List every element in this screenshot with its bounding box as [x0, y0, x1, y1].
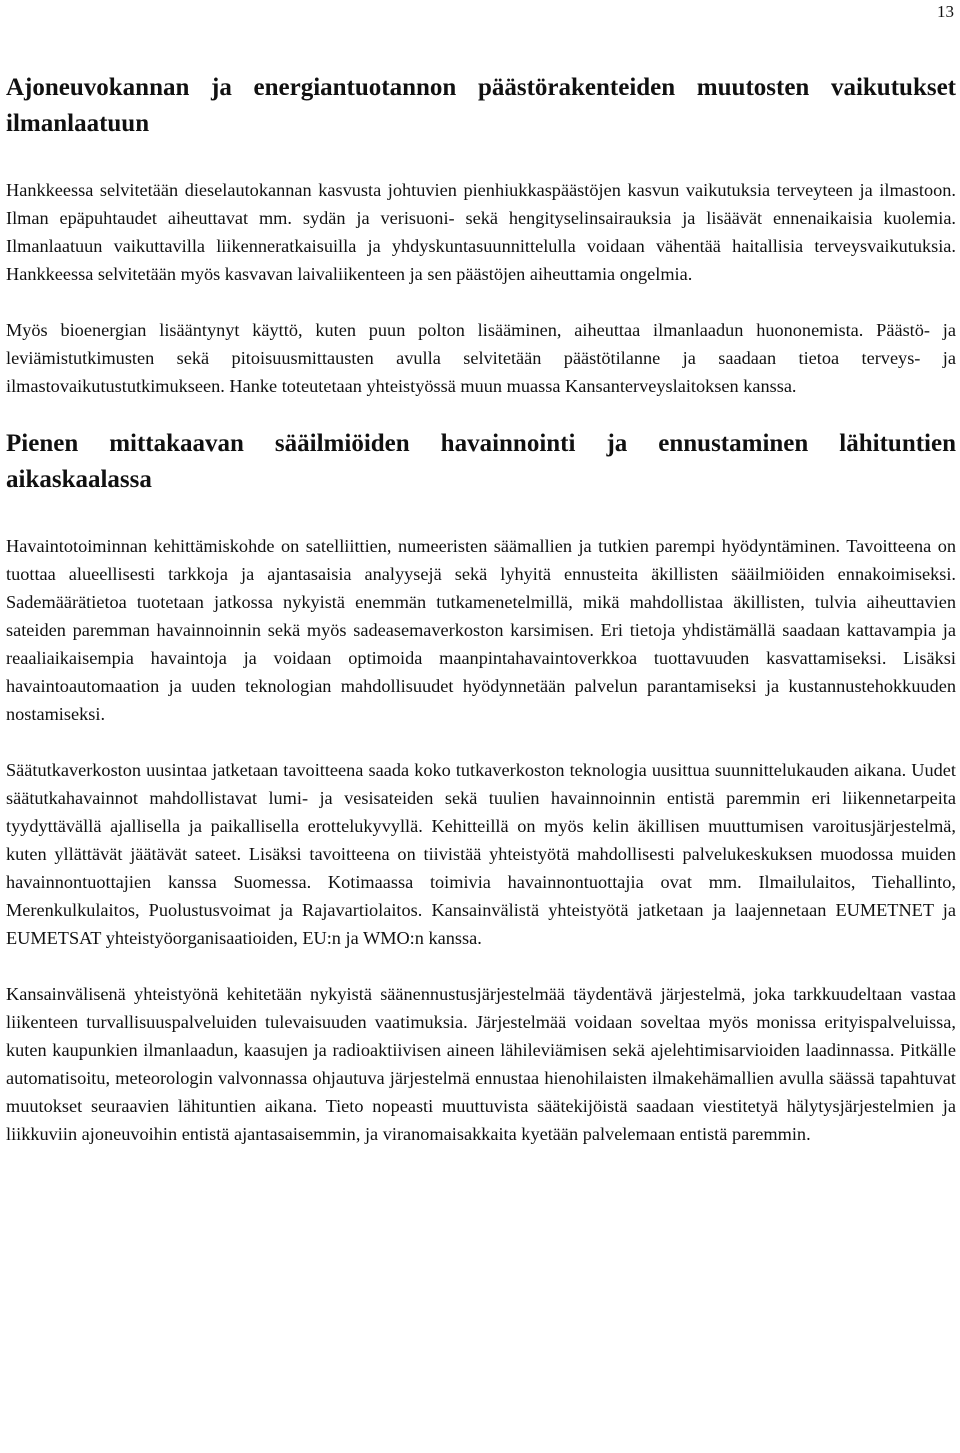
body-paragraph: Myös bioenergian lisääntynyt käyttö, kuten puun polton lisääminen, aiheuttaa ilmanlaadun huononemista. Päästö- ja leviämistutkimusten sekä pitoisuusmittausten avulla selvitetään päästötilanne ja saadaan tietoa terveys- ja ilmastovaikutustutkimukseen. Hanke toteutetaan yhteistyössä muun muassa Kansanterveyslaitoksen kanssa. — [6, 320, 956, 396]
document-body — [6, 70, 956, 1148]
section-heading: Pienen mittakaavan sääilmiöiden havainnointi ja ennustaminen lähituntien aikaskaalassa — [6, 430, 956, 493]
body-paragraph: Hankkeessa selvitetään dieselautokannan kasvusta johtuvien pienhiukkaspäästöjen kasvun vaikutuksia terveyteen ja ilmastoon. Ilman epäpuhtaudet aiheuttavat mm. sydän ja verisuoni- sekä hengityselinsairauksia ja lisäävät ennenaikaisia kuolemia. Ilmanlaatuun vaikuttavilla liikenneratkaisuilla ja yhdyskuntasuunnittelulla voidaan vähentää haitallisia terveysvaikutuksia. Hankkeessa selvitetään myös kasvavan laivaliikenteen ja sen päästöjen aiheuttamia ongelmia. — [6, 180, 956, 284]
body-paragraph: Kansainvälisenä yhteistyönä kehitetään nykyistä säänennustusjärjestelmää täydentävä järjestelmä, joka tarkkuudeltaan vastaa liikenteen turvallisuuspalveluiden tulevaisuuden vaatimuksia. Järjestelmää voidaan soveltaa myös monissa erityispalveluissa, kuten kaupunkien ilmanlaadun, kaasujen ja radioaktiivisen aineen lähileviämisen sekä ajelehtimisarvioiden laadinnassa. Pitkälle automatisoitu, meteorologin valvonnassa ohjautuva järjestelmä ennustaa hienohilaisten ilmakehämallien avulla säässä tapahtuvat muutokset seuraavien lähituntien aikana. Tieto nopeasti muuttuvista säätekijöistä saadaan viestitetyä hälytysjärjestelmien ja liikkuviin ajoneuvoihin entistä ajantasaisemmin, ja viranomaisakkaita kyetään palvelemaan entistä paremmin. — [6, 984, 956, 1144]
page-number: 13 — [937, 2, 954, 21]
section-weather-nowcasting — [6, 426, 956, 1148]
body-paragraph: Havaintotoiminnan kehittämiskohde on satelliittien, numeeristen säämallien ja tutkien parempi hyödyntäminen. Tavoitteena on tuottaa alueellisesti tarkkoja ja ajantasaisia analyysejä sekä lyhyitä ennusteita äkillisten sääilmiöiden ennakoimiseksi. Sademäärätietoa tuotetaan jatkossa nykyistä enemmän tutkamenetelmillä, mikä mahdollistaa äkillisten, tulvia aiheuttavien sateiden paremman havainnoinnin sekä myös sadeasemaverkoston karsimisen. Eri tietoja yhdistämällä saadaan kattavampia ja reaaliaikaisempia havaintoja ja voidaan optimoida maanpintahavaintoverkkoa tuottavuuden kasvattamiseksi. Lisäksi havaintoautomaation ja uuden teknologian mahdollisuudet hyödynnetään palvelun parantamiseksi ja kustannustehokkuuden nostamiseksi. — [6, 536, 956, 724]
section-air-quality — [6, 70, 956, 400]
section-heading: Ajoneuvokannan ja energiantuotannon päästörakenteiden muutosten vaikutukset ilmanlaatuun — [6, 74, 956, 137]
body-paragraph: Säätutkaverkoston uusintaa jatketaan tavoitteena saada koko tutkaverkoston teknologia uusittua suunnittelukauden aikana. Uudet säätutkahavainnot mahdollistavat lumi- ja vesisateiden sekä tuulien havainnoinnin entistä paremmin eri liikennetarpeita tyydyttävällä ajallisella ja paikallisella erottelukyvyllä. Kehitteillä on myös kelin äkillisen muuttumisen varoitusjärjestelmä, kuten yllättävät jäätävät sateet. Lisäksi tavoitteena on tiivistää yhteistyötä mahdollisesti palvelukeskuksen muodossa muiden havainnontuottajien kanssa Suomessa. Kotimaassa toimivia havainnontuottajia ovat mm. Ilmailulaitos, Tiehallinto, Merenkulkulaitos, Puolustusvoimat ja Rajavartiolaitos. Kansainvälistä yhteistyötä jatketaan ja laajennetaan EUMETNET ja EUMETSAT yhteistyöorganisaatioiden, EU:n ja WMO:n kanssa. — [6, 760, 956, 948]
